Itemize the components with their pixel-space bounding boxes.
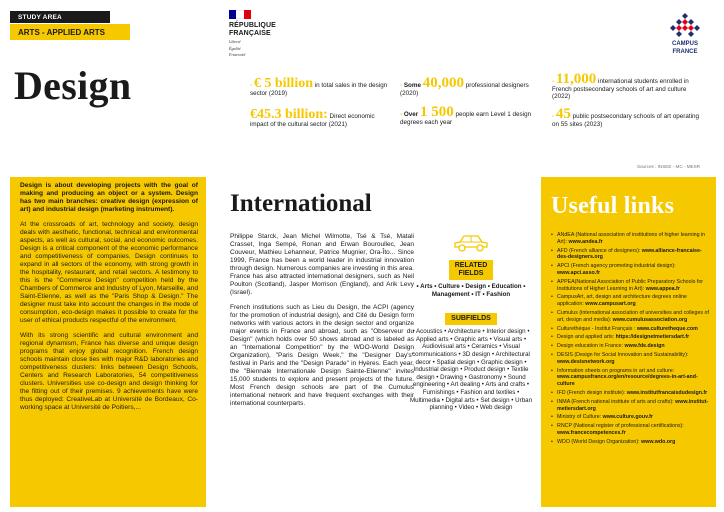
useful-link-url[interactable]: https://designetmetiersdart.fr: [615, 334, 690, 341]
useful-link-item: [551, 232, 710, 246]
republique-francaise-logo: [229, 10, 289, 62]
useful-link-item: [551, 352, 710, 366]
useful-link-url[interactable]: www.campusart.org: [585, 301, 636, 308]
campus-france-emblem-icon: [668, 12, 702, 40]
useful-link-url[interactable]: www.desisnetwork.org: [557, 358, 615, 365]
stat-public-schools: - 45 public postsecondary schools of art operating on 55 sites (2023): [552, 106, 699, 128]
useful-link-url[interactable]: www.apci.asso.fr: [557, 269, 601, 276]
useful-link-url[interactable]: www.fde.design: [624, 343, 665, 350]
useful-link-description: RNCP (National register of professional certifications):: [557, 423, 684, 430]
rf-motto-3: Fraternité: [229, 52, 246, 57]
stat-economic-impact: [250, 107, 388, 128]
useful-link-description: DESIS (Design for Social Innovation and Sustainability):: [557, 351, 689, 358]
useful-link-url[interactable]: www.alliance-francaise-des-designers.org: [557, 247, 702, 261]
intro-paragraph: Design is about developing projects with the goal of making and producing an object or a system. Design has two main branches: creative design (expression of art) and industrial design (marketing instrument).: [20, 182, 198, 213]
stat-international-students: - 11,000 international students enrolled in French postsecondary schools of art and culture (2022): [552, 71, 689, 100]
stat-public-schools-value: 45: [555, 106, 571, 122]
stat-economic-impact-value: €45.3 billion:: [250, 107, 328, 122]
related-fields-title: [449, 260, 494, 280]
stat-public-schools-text: public postsecondary schools of art operating on 55 sites (2023): [552, 113, 699, 128]
page-title: Design: [14, 63, 132, 108]
useful-link-description: Ministry of Culture:: [557, 414, 602, 421]
useful-link-description: IFD (French design institute):: [557, 389, 626, 396]
area-tag: ARTS - APPLIED ARTS: [10, 24, 130, 40]
stat-total-sales: - € 5 billion in total sales in the design sector (2019): [250, 76, 388, 97]
useful-link-item: [551, 279, 710, 293]
useful-link-description: APPEA(National Association of Public Preparatory Schools for Institutions of Higher Learning in Art):: [557, 278, 704, 292]
intro-column: [10, 177, 206, 507]
related-fields-title-line1: RELATED: [454, 262, 488, 269]
useful-link-description: Design education in France:: [557, 343, 623, 350]
useful-link-description: WDO (World Design Organization):: [557, 438, 640, 445]
international-heading: International: [230, 190, 372, 217]
stat-degrees: - Over 1 500 people earn Level 1 design degrees each year: [400, 104, 532, 126]
useful-links-list: [551, 232, 710, 446]
useful-link-item: [551, 414, 710, 421]
useful-link-description: Information sheets on programs in art and culture:: [557, 367, 675, 374]
international-text: [230, 233, 414, 415]
stat-designers-prefix: Some: [403, 82, 422, 89]
useful-link-item: [551, 399, 710, 413]
stat-international-students-text: international students enrolled in French postsecondary schools of art and culture (2022): [552, 78, 689, 100]
stat-designers-text: professional designers (2020): [400, 82, 529, 97]
stat-economic-impact-text: Direct economic impact of the cultural sector (2021): [250, 113, 375, 128]
rf-motto-1: Liberté: [229, 39, 241, 44]
international-paragraph-2: French institutions such as Lieu du Design, the ACPI (agency for the promotion of industrial design), and Cité du Design form networks with various actors in the design sector and organize major events in France and abroad, such as "Observeur du Design" (which holds over 50 shows abroad and is labeled as an "International Competition" by the WDO-World Design Organization), "Paris Design Week," the "Designer Day's" festival in Paris and the "Design Parade" in Hyères. Each year, the "Biennale Internationale Design Sainte-Etienne" invites 15,000 students to explore and present projects of the future. Most French design schools are part of the Cumulus international network and have frequent exchanges with their international counterparts.: [230, 304, 414, 407]
related-fields-title-line2: FIELDS: [458, 270, 484, 277]
useful-links-column: [541, 177, 716, 507]
campus-france-logo: [660, 12, 710, 64]
stat-total-sales-value: € 5 billion: [253, 76, 313, 91]
cf-name-line1: CAMPUS: [671, 41, 698, 47]
rf-name-line2: FRANÇAISE: [229, 30, 271, 37]
useful-link-url[interactable]: www.wdo.org: [641, 438, 676, 445]
useful-link-url[interactable]: www.institut-metiersdart.org: [557, 398, 709, 412]
useful-link-url[interactable]: www.andea.fr: [568, 238, 603, 245]
useful-link-item: [551, 294, 710, 308]
study-area-tag: STUDY AREA: [10, 11, 110, 23]
useful-link-url[interactable]: www.culturetheque.com: [636, 325, 698, 332]
useful-link-description: AFD (French alliance of designers):: [557, 247, 641, 254]
useful-links-heading: Useful links: [551, 193, 675, 219]
french-flag-icon: [229, 10, 251, 19]
useful-link-url[interactable]: www.francecompetences.fr: [557, 429, 626, 436]
useful-link-item: [551, 343, 710, 350]
car-icon: [451, 232, 491, 254]
useful-link-item: [551, 326, 710, 333]
useful-link-item: [551, 334, 710, 341]
sources-note: Sources : INSEE - MC - MESR: [636, 164, 700, 169]
stat-international-students-value: 11,000: [555, 71, 597, 87]
fields-panel: [408, 228, 534, 452]
useful-link-url[interactable]: www.campusfrance.org/en/resource/degrees-in-art-and-culture: [557, 374, 698, 388]
useful-link-description: APCI (French agency promoting industrial design):: [557, 263, 676, 270]
stat-designers-value: 40,000: [422, 75, 465, 91]
rf-motto-2: Égalité: [229, 45, 241, 51]
useful-link-description: Cumulus (international association of universities and colleges of art, design and media):: [557, 309, 709, 323]
international-paragraph-1: Philippe Starck, Jean Michel Wilmotte, Tsé & Tsé, Matali Crasset, Inga Sempé, Ronan and Erwan Bouroullec, Jean Couveur, Mathieu Lehanneur, Patrice Mugnier, Ora-Îto... Since 1999, France has been a world leader in industrial innovation through design. Numerous companies are investing in this area. France has also attracted international designers, such as Neil Poulton (Scotland), Jasper Morrison (England), and Arik Levy (Israel).: [230, 233, 414, 296]
useful-link-item: [551, 248, 710, 262]
useful-link-item: [551, 423, 710, 437]
related-fields-list: • Arts • Culture • Design • Education • Management • IT • Fashion: [416, 283, 526, 298]
useful-link-description: CampusArt, art, design and architecture degrees online application:: [557, 294, 687, 308]
subfields-list: • Acoustics • Architecture • Interior design • Applied arts • Graphic arts • Visual arts • Audiovisual arts • Ceramics • Visual communications • 3D design • Architectural decor • Spatial design • Graphic design • Industrial design • Product design • Textile design • Drawing • Gastronomy • Sound engineering • Art dealing • Arts and crafts • Furnishings • Fashion and textiles • Multimedia • Digital arts • Set design • Urban planning • Video • Web design: [409, 328, 533, 412]
stat-designers: - Some 40,000 professional designers (2020): [400, 75, 529, 97]
useful-link-url[interactable]: www.culture.gouv.fr: [602, 414, 653, 421]
stat-degrees-text: people earn Level 1 design degrees each year: [400, 111, 532, 126]
useful-link-item: [551, 439, 710, 446]
useful-link-description: INMA (French national institute of arts and crafts):: [557, 398, 674, 405]
stat-total-sales-text: in total sales in the design sector (2019): [250, 82, 388, 97]
useful-link-description: Culturethèque - Institut Français :: [557, 325, 636, 332]
cf-name-line2: FRANCE: [672, 48, 698, 55]
useful-link-description: Design and applied arts:: [557, 334, 615, 341]
subfields-title: SUBFIELDS: [445, 313, 497, 325]
rf-name-line1: RÉPUBLIQUE: [229, 22, 276, 29]
useful-link-description: ANdEA (National association of institutions of higher learning in Art):: [557, 232, 706, 245]
environment-paragraph: With its strong scientific and cultural environment and regional dynamism, France has diverse and unique design programs that enjoy global recognition. French design schools maintain close ties with major R&D laboratories and competitiveness clusters: links between Design Schools, Centers and Research Laboratories, 54 competitiveness clusters. Universities use co-design and design thinking for the fitting out of their premises. 9 achievements have were thus deployed: CreativeLab at Université de Bordeaux, Co-working space at Université de Poitiers,...: [20, 332, 198, 411]
useful-link-url[interactable]: www.cumulusassociation.org: [612, 316, 688, 323]
useful-link-url[interactable]: www.institutfrancaisdudesign.fr: [626, 389, 708, 396]
useful-link-url[interactable]: www.appea.fr: [645, 285, 680, 292]
useful-link-item: [551, 263, 710, 277]
useful-link-item: [551, 310, 710, 324]
crossroads-paragraph: At the crossroads of art, technology and society, design deals with aesthetic, functional, technical and environmental aspects, as well as cultural, social, and economic outcomes. Design is a critical component of the economic performance and competitiveness of companies. Design continues to expand in all sectors of the economy, with strong growth in the hospitality, restaurant, and retail sectors. A testimony to this is the "Commerce Design" competition held by the Chambers of Commerce and Industry of Lyon, Marseille, and Saint-Etienne, as well as the "Paris Shop & Design." The designer must take into account the changes in the mode of consumption, eco-design makes it possible to create for the user of ethical products respectful of the environment.: [20, 221, 198, 324]
useful-link-item: [551, 368, 710, 388]
stat-degrees-prefix: Over: [403, 111, 419, 118]
stat-degrees-value: 1 500: [419, 104, 454, 120]
useful-link-item: [551, 390, 710, 397]
